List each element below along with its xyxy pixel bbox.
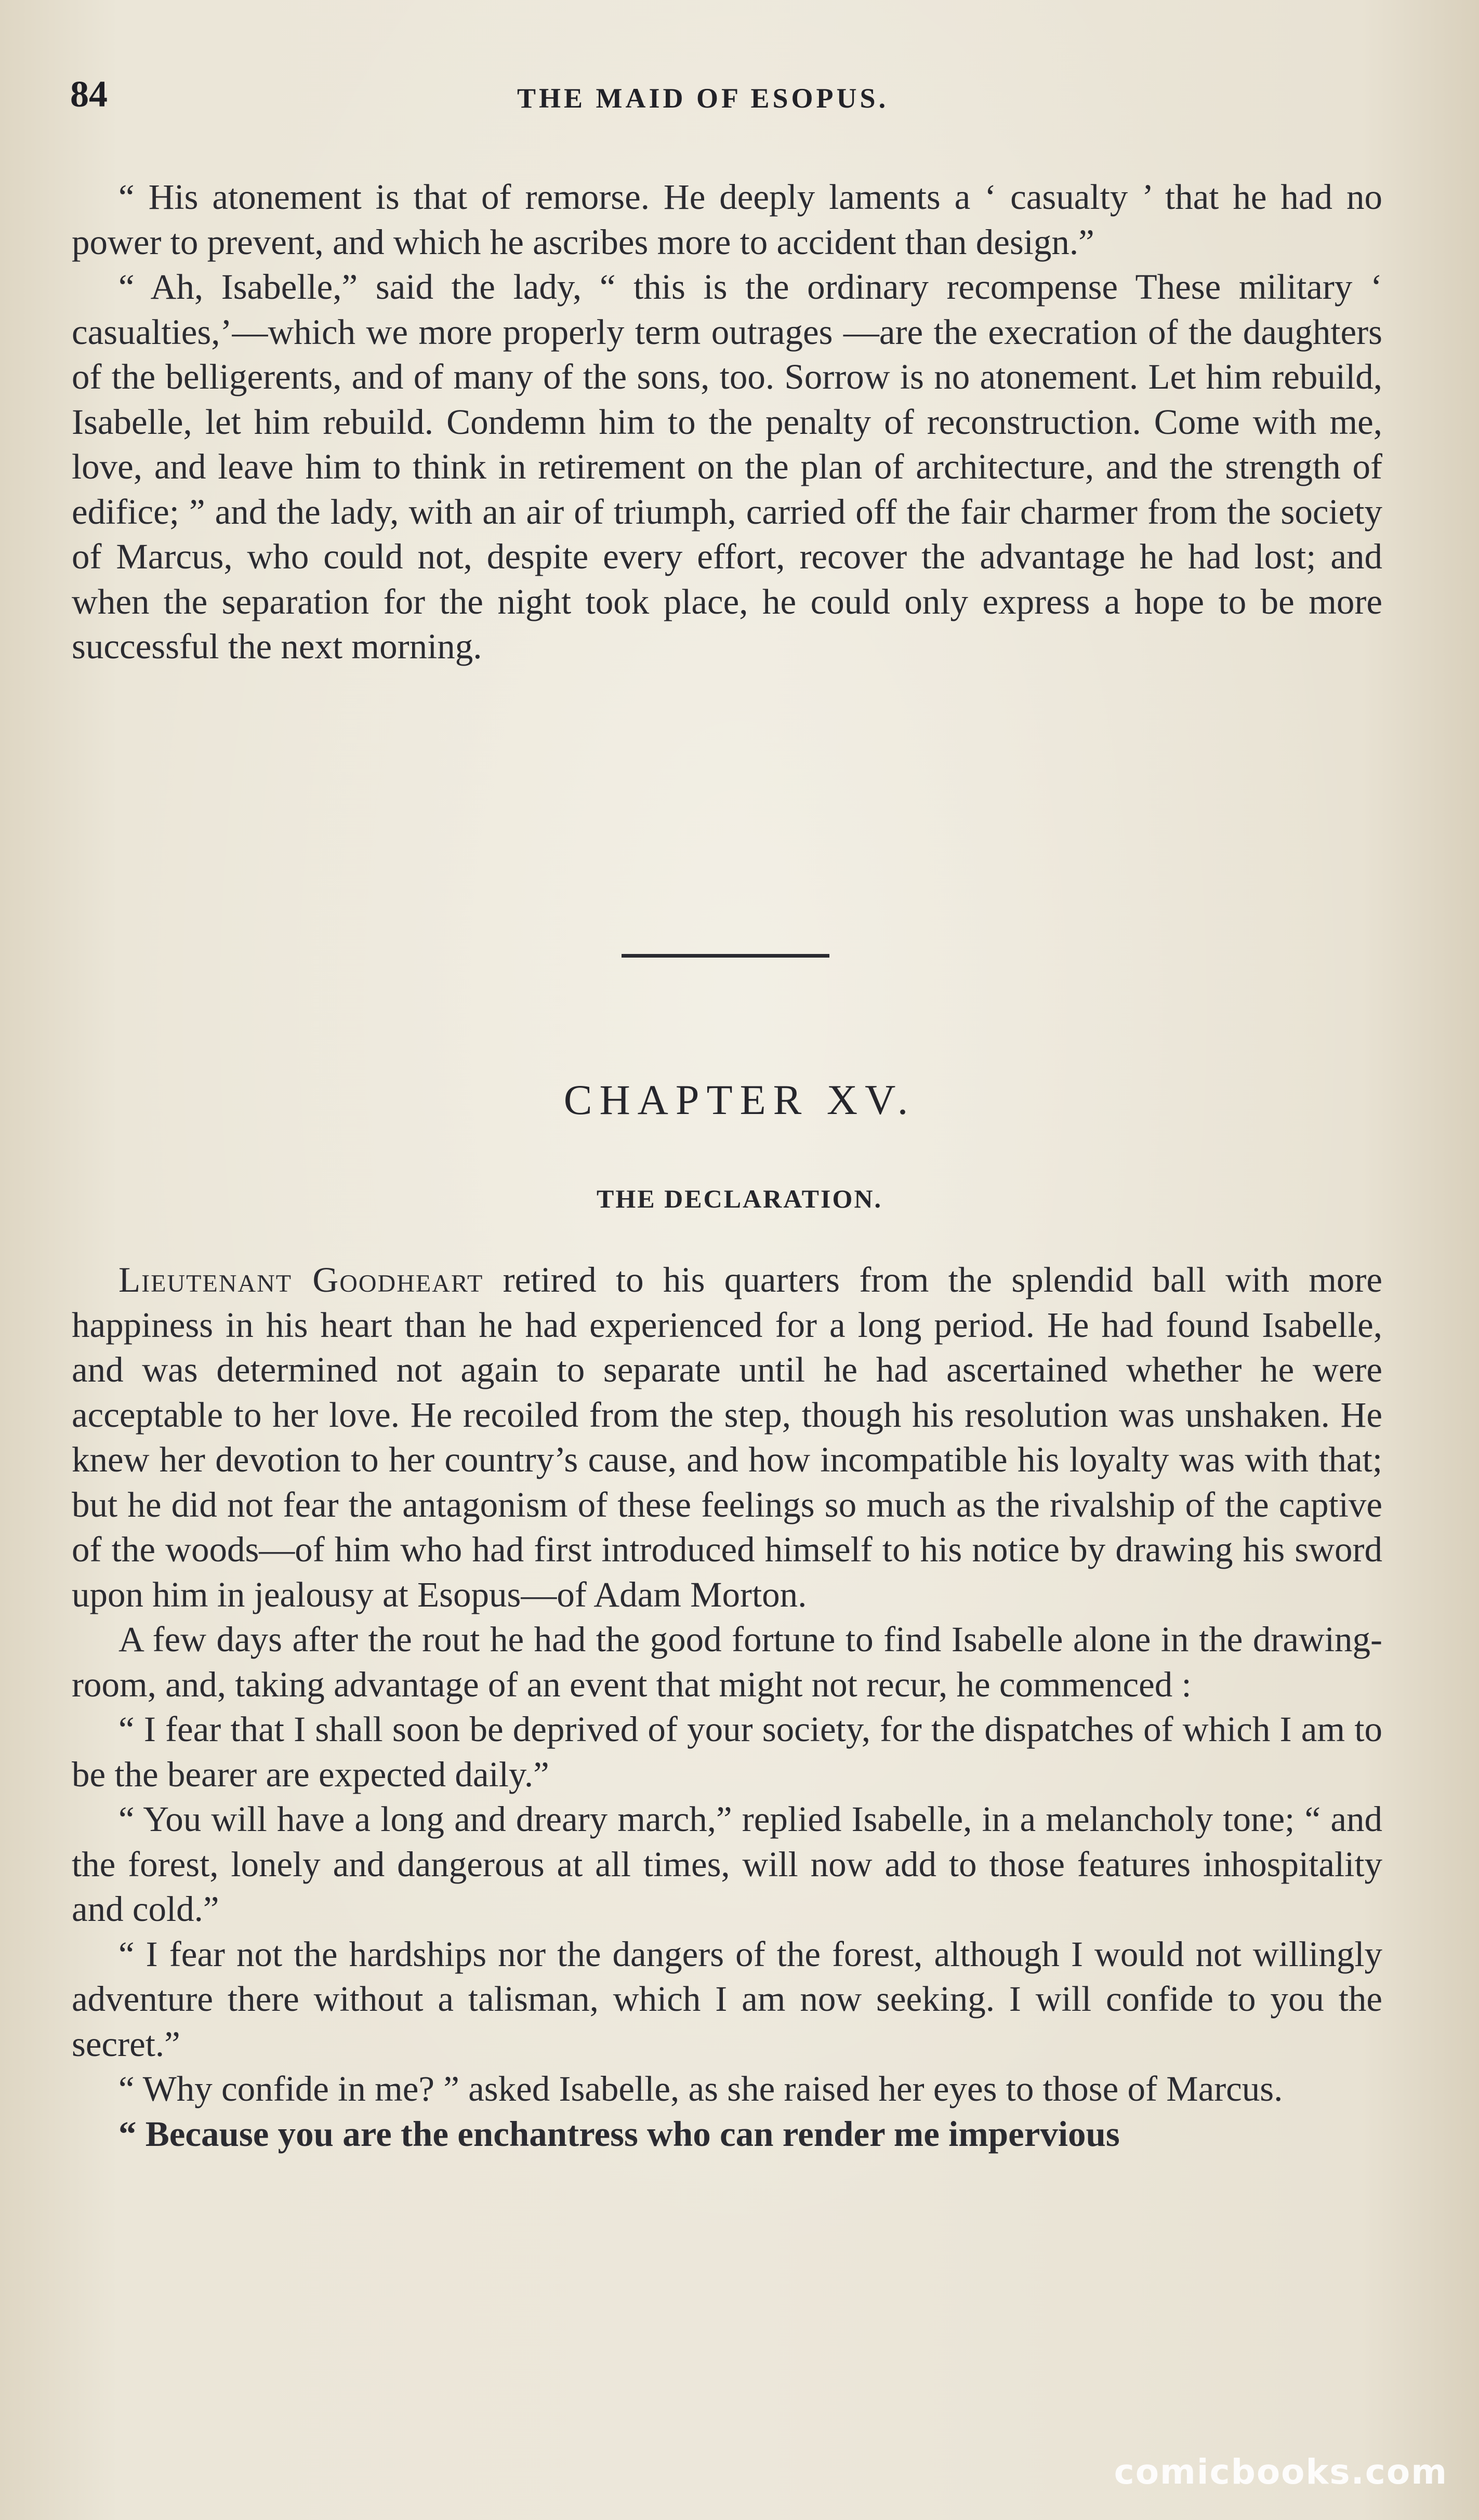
opening-text: retired to his quarters from the splendid ball with more happiness in his heart than he had experienced for a long period. He had found Isabelle, and was determined not again to separate until he had ascertained whether he were acceptable to her love. He recoiled from the step, though his resolution was unshaken. He knew her devotion to her country’s cause, and how incompatible his loyalty was with that; but he did not fear the antagonism of these feelings so much as the rivalship of the captive of the woods—of him who had first introduced himself to his notice by drawing his sword upon him in jealousy at Esopus—of Adam Morton. — [72, 1260, 1382, 1614]
paragraph: “ His atonement is that of remorse. He deeply laments a ‘ casualty ’ that he had no power to prevent, and which he ascribes more to accident than design.” — [72, 177, 1382, 262]
chapter-title: CHAPTER XV. — [563, 1076, 916, 1123]
paragraph: A few days after the rout he had the good fortune to find Isabelle alone in the drawing-room, and, taking advantage of an event that might not recur, he commenced : — [72, 1620, 1382, 1704]
page-number: 84 — [70, 73, 108, 115]
chapter-subtitle: THE DECLARATION. — [597, 1184, 882, 1213]
section-one-text — [72, 175, 1382, 669]
running-title: THE MAID OF ESOPUS. — [517, 83, 889, 114]
section-two-text — [72, 1257, 1382, 2156]
page-header — [70, 73, 1406, 120]
opening-paragraph — [72, 1257, 1382, 1617]
section-divider — [622, 954, 829, 958]
final-line: “ Because you are the enchantress who can render me impervious — [118, 2114, 1120, 2154]
site-watermark: comicbooks.com — [1114, 2452, 1448, 2492]
paragraph: “ Ah, Isabelle,” said the lady, “ this is the ordinary recompense These military ‘ casualties,’—which we more properly term outrages —are the execration of the daughters of the belligerents, and of many of the sons, too. Sorrow is no atonement. Let him rebuild, Isabelle, let him rebuild. Condemn him to the penalty of reconstruction. Come with me, love, and leave him to think in retirement on the plan of architecture, and the strength of edifice; ” and the lady, with an air of triumph, carried off the fair charmer from the society of Marcus, who could not, despite every effort, recover the advantage he had lost; and when the separation for the night took place, he could only express a hope to be more successful the next morning. — [72, 267, 1382, 666]
opening-small-caps: Lieutenant Goodheart — [118, 1260, 484, 1299]
paragraph: “ I fear that I shall soon be deprived of your society, for the dispatches of which I am to be the bearer are expected daily.” — [72, 1709, 1382, 1794]
paragraph: “ You will have a long and dreary march,” replied Isabelle, in a melancholy tone; “ and the forest, lonely and dangerous at all times, will now add to those features inhospitality and cold.” — [72, 1799, 1382, 1929]
paragraph: “ I fear not the hardships nor the dangers of the forest, although I would not willingly adventure there without a talisman, which I am now seeking. I will confide to you the secret.” — [72, 1934, 1382, 2064]
paragraph: “ Why confide in me? ” asked Isabelle, as she raised her eyes to those of Marcus. — [118, 2069, 1283, 2108]
